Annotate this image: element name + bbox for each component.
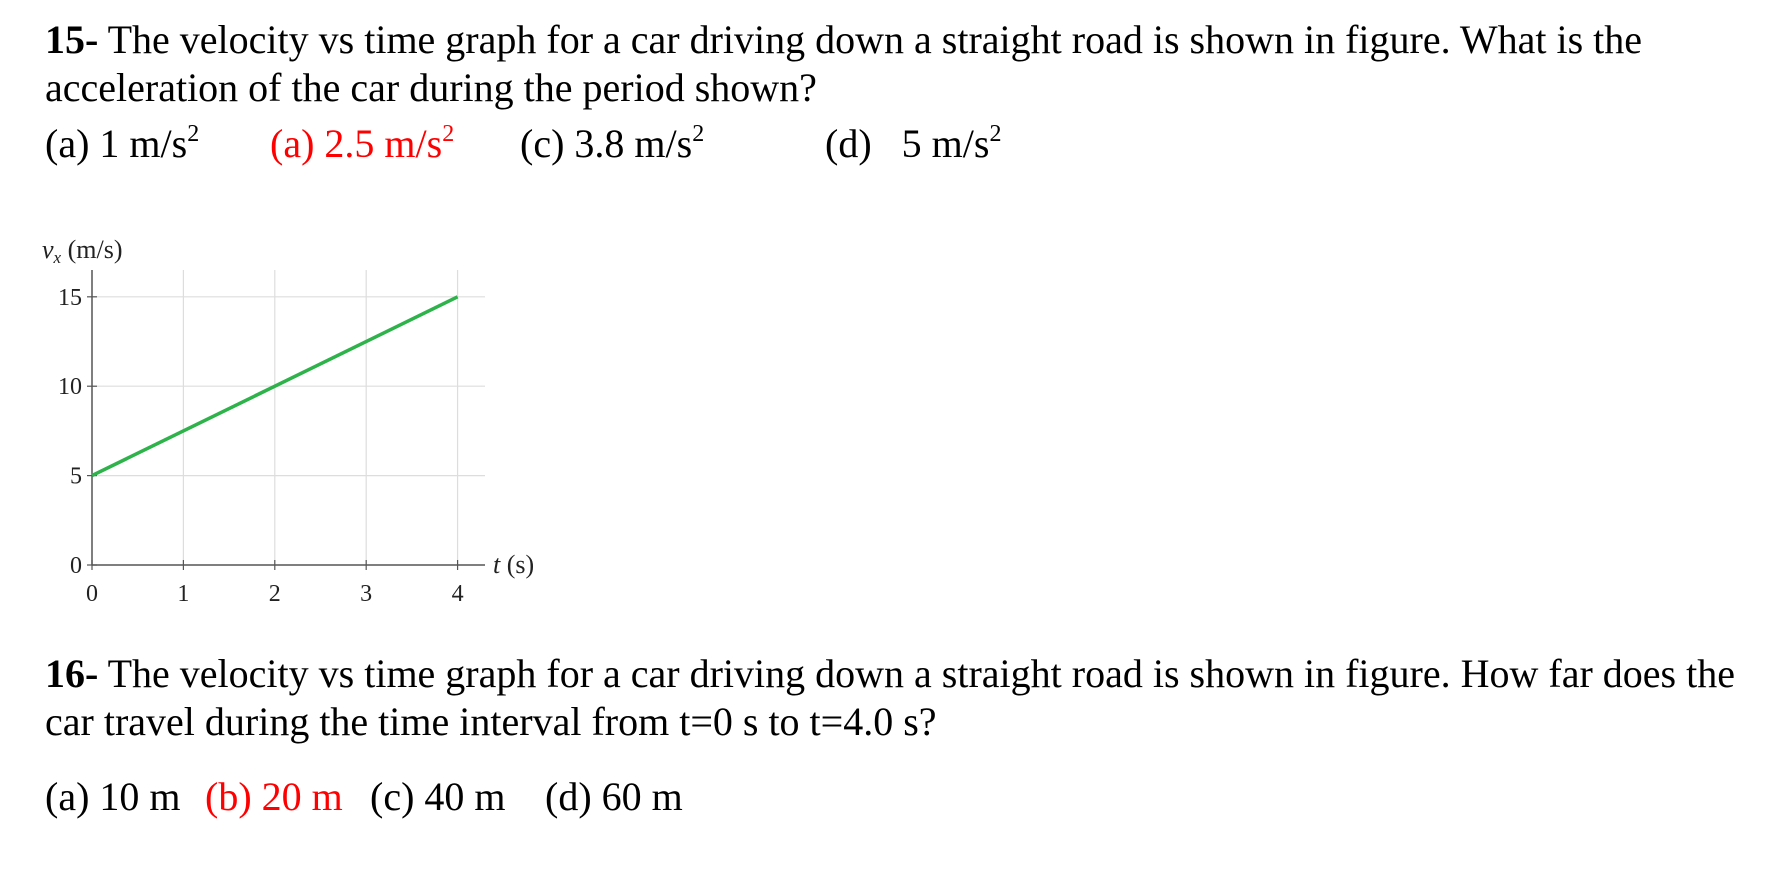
- q15-option-d[interactable]: (d) 5 $m/s^2$: [825, 121, 1002, 166]
- q16-option-b-correct[interactable]: (b) 20 m: [205, 774, 343, 819]
- question-15-body: The velocity vs time graph for a car driving down a straight road is shown in figure. What is the acceleration of the car during the period shown?: [45, 17, 1643, 110]
- x-tick-label: 2: [268, 581, 281, 607]
- y-tick-label: 15: [58, 284, 82, 311]
- q15-option-a1[interactable]: (a) 1 $m/s^2$: [45, 121, 200, 166]
- x-tick-label: 3: [360, 581, 373, 607]
- question-16-body: The velocity vs time graph for a car driving down a straight road is shown in figure. How far does the car travel during the time interval from t=0 s to t=4.0 s?: [45, 651, 1735, 744]
- y-tick-label: 5: [70, 463, 82, 490]
- q15-option-c[interactable]: (c) 3.8 $m/s^2$: [520, 121, 705, 166]
- question-15-text: [45, 16, 1745, 112]
- q16-option-a[interactable]: (a) 10 m: [45, 774, 181, 819]
- x-axis-label: t (s): [493, 550, 535, 579]
- question-16-number: 16-: [45, 651, 99, 696]
- velocity-time-chart: [20, 235, 560, 620]
- q16-option-c[interactable]: (c) 40 m: [370, 774, 506, 819]
- x-tick-label: 1: [177, 581, 190, 607]
- x-tick-label: 4: [451, 581, 464, 607]
- y-tick-label: 0: [70, 553, 82, 579]
- q15-option-a2-correct[interactable]: (a) 2.5 $m/s^2$: [270, 121, 455, 166]
- x-tick-label: 0: [86, 581, 98, 607]
- y-axis-label: vx (m/s): [42, 235, 123, 267]
- question-16-text: [45, 650, 1745, 746]
- question-15-number: 15-: [45, 17, 99, 62]
- q16-option-d[interactable]: (d) 60 m: [545, 774, 683, 819]
- y-tick-label: 10: [58, 374, 82, 401]
